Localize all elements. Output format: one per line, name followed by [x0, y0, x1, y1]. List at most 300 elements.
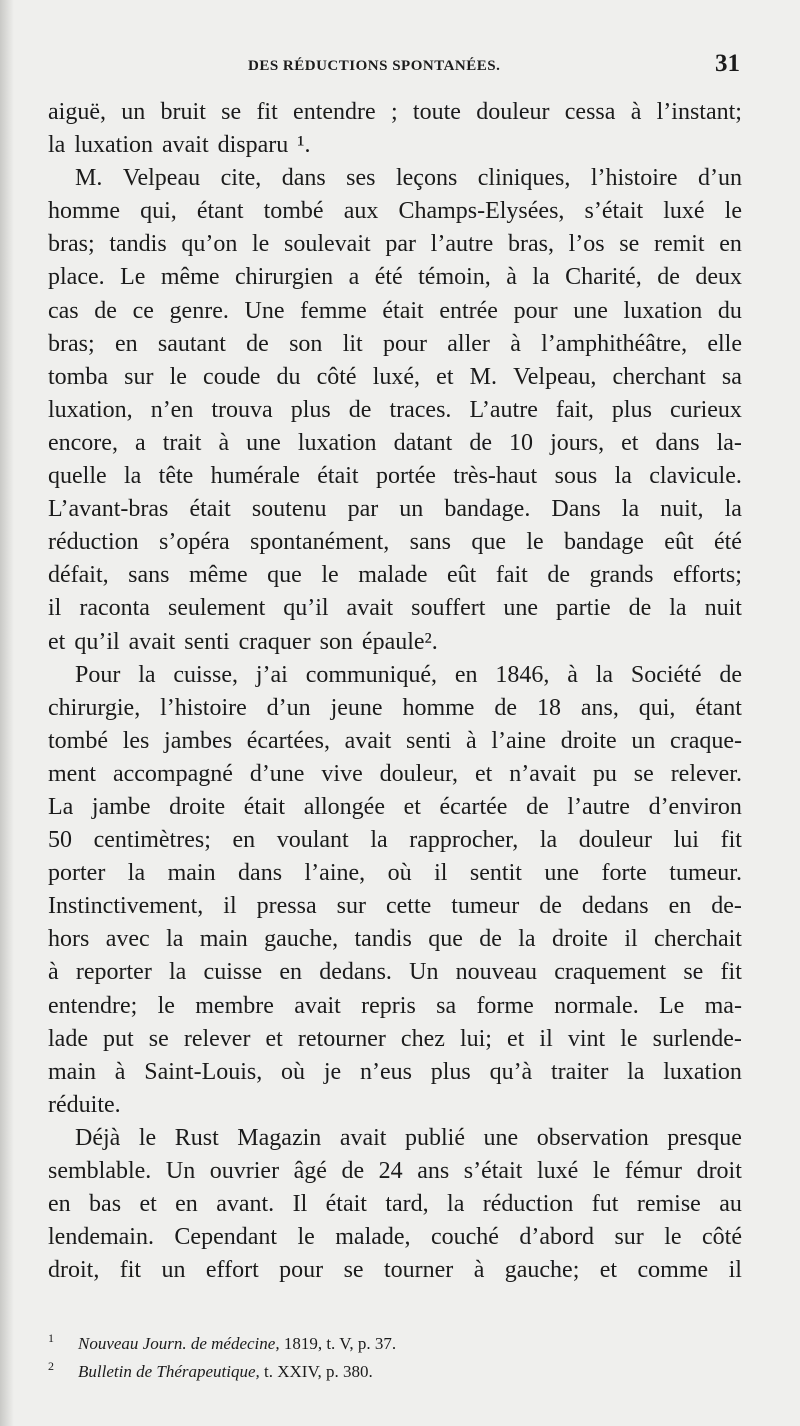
word: était [243, 793, 286, 820]
word: Saint-Louis, [144, 1058, 263, 1085]
word: tumeur [451, 893, 520, 920]
word: pour [383, 330, 427, 357]
word: publié [405, 1124, 465, 1151]
word: du [276, 363, 301, 390]
word: du [717, 297, 742, 324]
word: jambes [164, 727, 233, 754]
word: luxé, [372, 363, 421, 390]
footnote: 1 Nouveau Journ. de médecine, 1819, t. V, p. 37. [48, 1331, 397, 1353]
word: jours, [550, 429, 605, 456]
word: bras; [48, 330, 95, 357]
page-number: 31 [715, 50, 740, 77]
word: ce [132, 297, 154, 324]
word: aiguë, [48, 99, 106, 125]
word: d’environ [648, 793, 742, 820]
word: le [138, 1124, 157, 1151]
word: observation [536, 1124, 649, 1151]
word: une [503, 595, 539, 622]
word: relever. [670, 760, 742, 787]
word: L’avant-bras [48, 496, 169, 523]
word: toute [412, 99, 461, 125]
word: traiter [551, 1058, 609, 1085]
word: côté [702, 1224, 742, 1251]
word: Un [165, 1158, 196, 1184]
word: coude [203, 363, 261, 390]
text-line [48, 626, 742, 659]
word: à [466, 727, 477, 754]
word: ma- [704, 992, 742, 1019]
word: droite [169, 793, 226, 820]
word: clavicule. [649, 463, 742, 490]
word: luxation [663, 1058, 742, 1085]
word: une [483, 1124, 519, 1151]
word: Velpeau [122, 165, 201, 192]
word: a [135, 429, 146, 456]
word: se [633, 760, 654, 787]
word: luxation [623, 297, 703, 324]
text-line [48, 956, 742, 989]
text-line [48, 559, 742, 592]
word: Champs-Elysées, [398, 198, 565, 225]
word: Dans [551, 496, 601, 523]
word: tard, [385, 1191, 429, 1218]
word: d’abord [519, 1224, 595, 1251]
word: à [567, 661, 578, 688]
word: plus [611, 396, 652, 423]
word: cliniques, [477, 165, 571, 192]
word: entrée [439, 297, 498, 324]
word: accompagné [112, 760, 233, 787]
word: le [724, 198, 742, 225]
word: une [573, 297, 608, 324]
word: Un [409, 959, 439, 986]
word: cuisse, [173, 661, 239, 688]
word: pour [513, 297, 558, 324]
word: côté [316, 363, 357, 390]
word: il [539, 1025, 553, 1052]
word: et [265, 1025, 283, 1052]
word: le [297, 1224, 315, 1251]
word: le [592, 1158, 611, 1184]
word: avait [294, 992, 341, 1019]
word: où [281, 1058, 306, 1085]
word: Magazin [237, 1124, 322, 1151]
word: portée [375, 463, 436, 490]
word: et [507, 1025, 525, 1052]
word: pressa [256, 893, 317, 920]
word: j’ai [255, 661, 288, 688]
word: de [719, 661, 742, 688]
word: ment [48, 760, 96, 787]
word: lit [342, 330, 363, 357]
word: et [139, 1191, 157, 1218]
word: se [343, 1257, 364, 1284]
word: allongée [303, 793, 385, 820]
word: bandage [563, 529, 644, 556]
word: presque [667, 1124, 742, 1151]
word: la [621, 496, 640, 523]
word: forme [476, 992, 534, 1019]
word: La [48, 793, 74, 820]
word: tête [158, 463, 194, 490]
word: la [166, 926, 184, 953]
running-header [48, 50, 742, 80]
word: réduction [48, 529, 139, 556]
word: humérale [210, 463, 300, 490]
word: douleur [578, 827, 653, 854]
word: elle [707, 330, 742, 357]
word: Déjà [75, 1124, 121, 1151]
word: surlende- [652, 1025, 742, 1052]
text-line [48, 692, 742, 725]
word: leçons [395, 165, 458, 192]
word: soulevait [284, 231, 371, 258]
word: luxé [536, 1158, 579, 1184]
word: qu’on [181, 231, 238, 258]
text-line [48, 195, 742, 228]
word: l’amphithéâtre, [541, 330, 688, 357]
word: avait [161, 132, 209, 159]
word: de [469, 429, 492, 456]
word: sans [128, 562, 170, 589]
word: un [161, 1257, 186, 1284]
word: et [599, 1257, 618, 1284]
word: Velpeau, [513, 363, 597, 390]
word: senti [406, 727, 452, 754]
word: bras, [507, 231, 554, 258]
word: qui, [638, 694, 676, 721]
word: la [595, 661, 614, 688]
word: homme [402, 694, 475, 721]
word: pour [279, 1257, 324, 1284]
word: tomba [48, 363, 108, 390]
word: au [719, 1191, 742, 1218]
text-line [48, 1155, 742, 1188]
word: Cependant [174, 1224, 278, 1251]
word: sautant [157, 330, 226, 357]
word: à [473, 1257, 485, 1284]
word: fit [256, 99, 278, 125]
word: jeune [330, 694, 383, 721]
word: âgé [293, 1158, 327, 1184]
word: tandis [109, 231, 167, 258]
word: tumeur. [669, 860, 742, 887]
word: vive [321, 760, 363, 787]
word: que [428, 926, 463, 953]
word: avant. [216, 1191, 275, 1218]
word: rapprocher, [409, 827, 519, 854]
word: avec [105, 926, 150, 953]
word: de [628, 595, 652, 622]
word: 1846, [495, 661, 550, 688]
footnote-reference: 1819, t. V, p. 37. [283, 1334, 397, 1353]
word: à [114, 1058, 126, 1085]
word: trait [162, 429, 202, 456]
word: soutenu [251, 496, 327, 523]
word: droite [551, 926, 608, 953]
word: était [189, 496, 231, 523]
word: sans [409, 529, 451, 556]
word: la [48, 132, 66, 159]
word: avait [339, 1124, 387, 1151]
word: sur [614, 1224, 644, 1251]
footnotes [48, 1330, 742, 1386]
word: la [627, 1058, 645, 1085]
word: spontanément, [249, 529, 390, 556]
word: sur [336, 893, 366, 920]
word: genre. [169, 297, 229, 324]
word: était [382, 297, 424, 324]
text-line [48, 1221, 742, 1254]
word: cessa [564, 99, 616, 125]
word: nuit [704, 595, 742, 622]
word: et [436, 363, 454, 390]
word: raconta [79, 595, 150, 622]
word: homme [48, 198, 120, 225]
word: efforts; [673, 562, 742, 589]
word: Le [120, 264, 146, 291]
word: réduction [482, 1191, 574, 1218]
word: de [494, 694, 518, 721]
word: de- [711, 893, 742, 920]
word: se [148, 1025, 169, 1052]
word: chez [400, 1025, 445, 1052]
word: un [121, 99, 146, 125]
word: sa [721, 363, 742, 390]
word: malade, [335, 1224, 411, 1251]
word: la [447, 1191, 465, 1218]
word: de [246, 330, 269, 357]
word: main [199, 926, 248, 953]
word: eût [447, 562, 477, 589]
word: qui, [140, 198, 177, 225]
word: 18 [536, 694, 561, 721]
page-gutter-shadow [0, 0, 14, 1426]
word: ouvrier [209, 1158, 280, 1184]
word: par [385, 231, 416, 258]
word: place. [48, 264, 105, 291]
word: gauche, [264, 926, 339, 953]
word: avait [344, 727, 392, 754]
text-line [48, 526, 742, 559]
word: n’eus [359, 1058, 412, 1085]
word: son [289, 330, 323, 357]
word: plus [430, 1058, 471, 1085]
word: avait [346, 595, 394, 622]
text-line [48, 1023, 742, 1056]
word: effort [205, 1257, 259, 1284]
word: Charité, [565, 264, 642, 291]
word: chirurgie, [48, 694, 141, 721]
word: curieux [669, 396, 742, 423]
word: couché [430, 1224, 499, 1251]
word: étant [695, 694, 742, 721]
word: 24 [378, 1158, 403, 1184]
text-line [48, 1089, 742, 1122]
word: comme [637, 1257, 709, 1284]
word: l’aine [491, 727, 546, 754]
word: à [218, 429, 230, 456]
word: épaule². [361, 628, 438, 655]
word: se [221, 99, 242, 125]
word: la [532, 264, 550, 291]
word: d’un [266, 694, 311, 721]
word: même [160, 264, 220, 291]
word: repris [361, 992, 416, 1019]
word: avait [128, 628, 176, 655]
word: fit [720, 959, 742, 986]
word: forte [601, 860, 647, 887]
word: lendemain. [48, 1224, 154, 1251]
text-line [48, 162, 742, 195]
word: droit [696, 1158, 742, 1184]
word: il [728, 1257, 742, 1284]
word: et [48, 628, 66, 655]
body-text [48, 96, 742, 1287]
word: s’était [463, 1158, 523, 1184]
word: gauche; [504, 1257, 580, 1284]
word: bruit [160, 99, 206, 125]
word: écartée [439, 793, 508, 820]
word: ses [346, 165, 376, 192]
word: en [454, 661, 478, 688]
word: son [319, 628, 353, 655]
word: souffert [411, 595, 486, 622]
word: l’aine, [304, 860, 366, 887]
word: chirurgien [234, 264, 334, 291]
word: bandage. [444, 496, 531, 523]
word: cette [385, 893, 432, 920]
word: l’autre [567, 793, 630, 820]
word: le [526, 529, 544, 556]
word: les [122, 727, 150, 754]
footnote-source: Nouveau Journ. de médecine, [78, 1334, 280, 1353]
word: sous [554, 463, 598, 490]
text-line [48, 758, 742, 791]
word: étant [196, 198, 244, 225]
word: main [48, 1058, 96, 1085]
text-line [48, 791, 742, 824]
word: la [169, 959, 187, 986]
word: tandis [354, 926, 412, 953]
text-line [48, 328, 742, 361]
word: a [348, 264, 360, 291]
text-line [48, 96, 742, 129]
word: cite, [220, 165, 262, 192]
word: entendre [293, 99, 376, 125]
word: écartées, [246, 727, 330, 754]
word: par [347, 496, 379, 523]
word: s’opéra [158, 529, 230, 556]
word: sur [124, 363, 154, 390]
word: et [474, 760, 493, 787]
word: Une [244, 297, 285, 324]
text-line [48, 1188, 742, 1221]
word: cherchant [612, 363, 706, 390]
word: l’os [568, 231, 605, 258]
word: en [232, 827, 256, 854]
word: entendre; [48, 992, 138, 1019]
footnote-source: Bulletin de Thérapeutique, [78, 1362, 260, 1381]
word: ; [390, 99, 398, 125]
word: communiqué, [305, 661, 437, 688]
word: même [189, 562, 248, 589]
word: il [434, 860, 448, 887]
text-line [48, 890, 742, 923]
word: partie [556, 595, 611, 622]
word: Il [292, 1191, 308, 1218]
word: il [624, 926, 638, 953]
word: témoin, [418, 264, 491, 291]
text-line [48, 824, 742, 857]
word: était [317, 463, 359, 490]
word: droit, [48, 1257, 100, 1284]
word: voulant [276, 827, 349, 854]
word: hors [48, 926, 90, 953]
word: où [387, 860, 412, 887]
word: de [539, 893, 562, 920]
word: pu [592, 760, 617, 787]
word: Société [630, 661, 702, 688]
word: deux [695, 264, 742, 291]
word: n’en [150, 396, 194, 423]
word: la [518, 926, 536, 953]
word: dans [238, 860, 283, 887]
word: relever [183, 1025, 251, 1052]
word: disparu [217, 132, 289, 159]
word: tombé [263, 198, 324, 225]
word: un [631, 727, 656, 754]
word: senti [184, 628, 230, 655]
word: L’autre [469, 396, 538, 423]
word: que [267, 562, 302, 589]
word: la [127, 860, 146, 887]
word: semblable. [48, 1158, 152, 1184]
word: grands [589, 562, 654, 589]
word: il [223, 893, 237, 920]
word: défait, [48, 562, 109, 589]
word: lui [673, 827, 699, 854]
word: à [506, 264, 517, 291]
word: le [321, 562, 339, 589]
word: en [175, 1191, 198, 1218]
word: Le [659, 992, 685, 1019]
word: la [138, 661, 156, 688]
word: main [167, 860, 216, 887]
word: M. [469, 363, 497, 390]
word: jambe [91, 793, 151, 820]
word: de [341, 1158, 365, 1184]
word: en [48, 1191, 71, 1218]
word: bras; [48, 231, 95, 258]
word: s’était [584, 198, 644, 225]
word: la [123, 463, 142, 490]
word: le [252, 231, 270, 258]
text-line [48, 493, 742, 526]
word: lui; [459, 1025, 492, 1052]
word: encore, [48, 429, 118, 456]
word: en [719, 231, 742, 258]
word: fait [495, 562, 528, 589]
word: et [403, 793, 421, 820]
word: luxation [74, 132, 153, 159]
word: tombé [48, 727, 108, 754]
footnote: 2 Bulletin de Thérapeutique, t. XXIV, p. 380. [48, 1359, 373, 1381]
word: de [348, 396, 372, 423]
word: datant [393, 429, 453, 456]
word: fut [591, 1191, 619, 1218]
word: à [630, 99, 642, 125]
